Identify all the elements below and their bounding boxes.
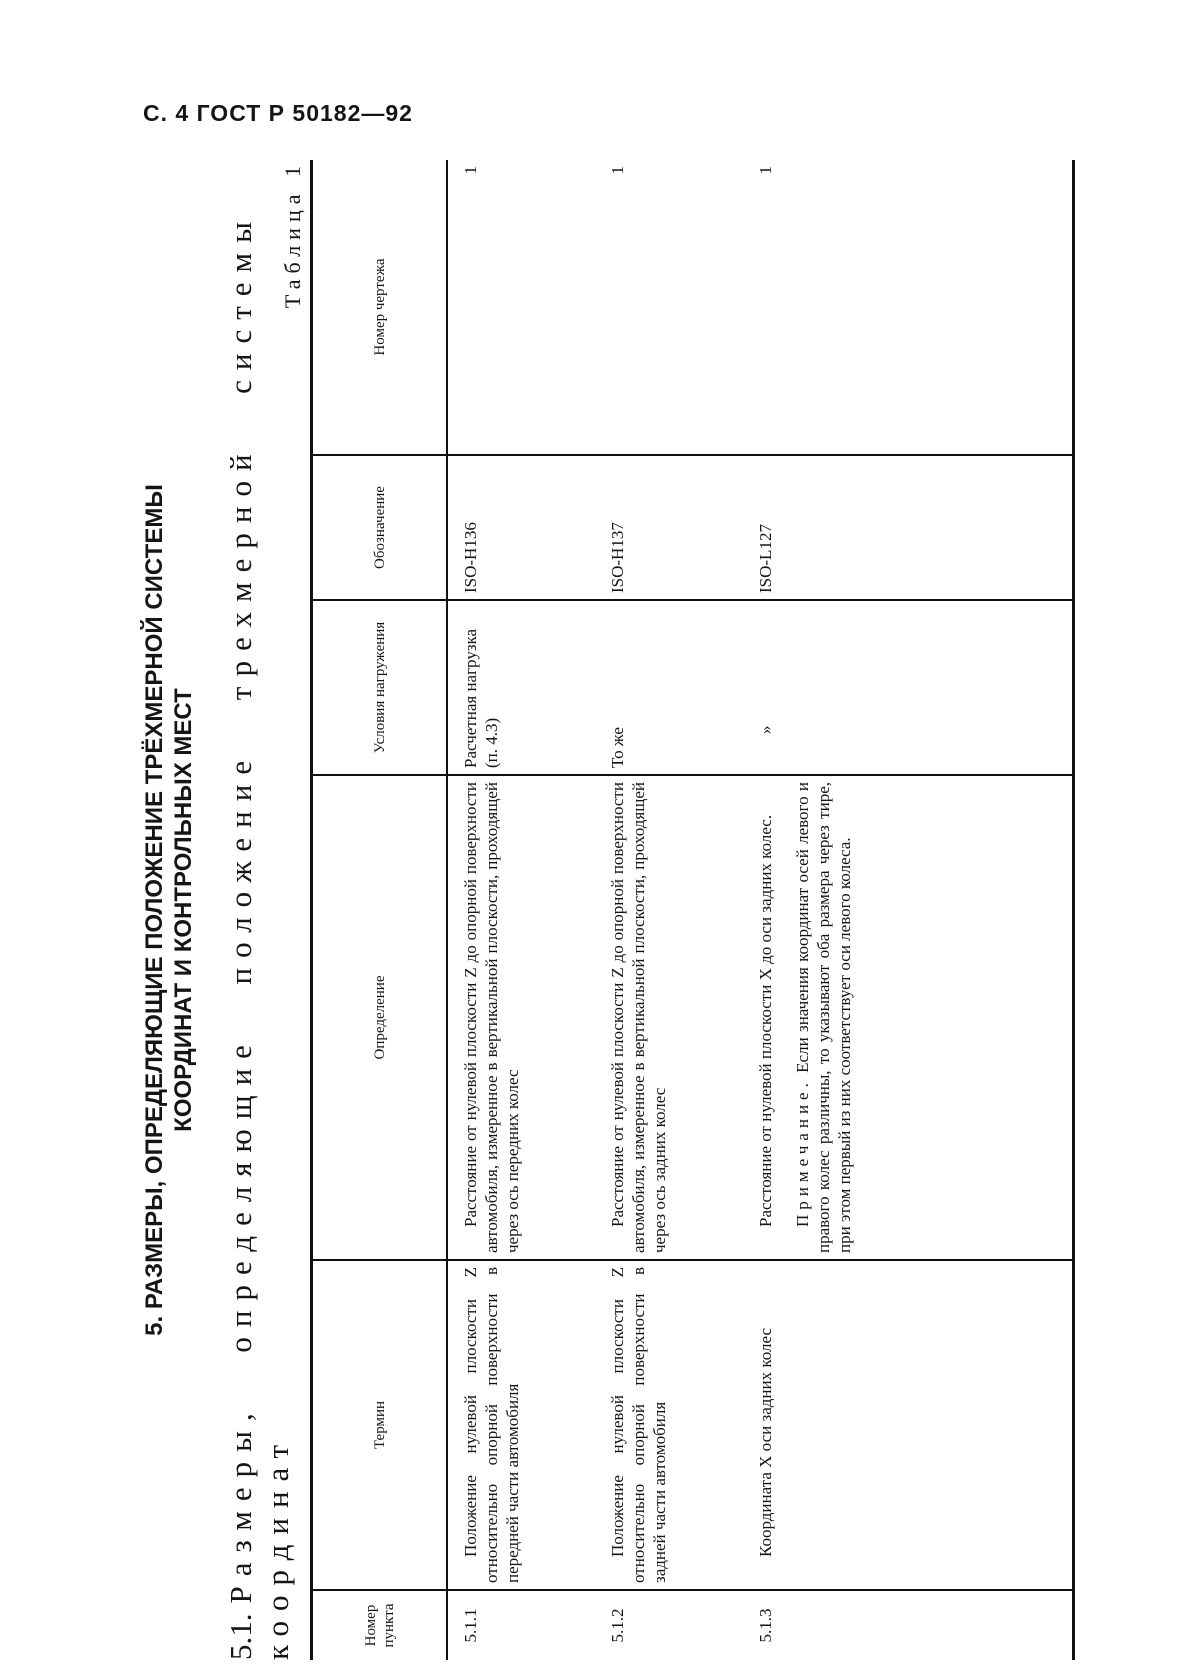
table-row bbox=[447, 160, 595, 1660]
row-definition: Расстояние от нулевой плоскости X до оси задних колес. bbox=[756, 814, 775, 1227]
row-figure: 1 bbox=[743, 160, 1073, 455]
section-title-line-1: 5. РАЗМЕРЫ, ОПРЕДЕЛЯЮЩИЕ ПОЛОЖЕНИЕ ТРЁХМЕРНОЙ СИСТЕМЫ bbox=[141, 484, 168, 1336]
header-term: Термин bbox=[312, 1260, 448, 1590]
rotated-content bbox=[140, 160, 1140, 1660]
row-code: ISO-L127 bbox=[743, 455, 1073, 600]
row-conditions: » bbox=[743, 600, 1073, 775]
header-conditions: Условия нагружения bbox=[312, 600, 448, 775]
section-title bbox=[140, 160, 198, 1660]
note-label: Примечание. bbox=[793, 1078, 812, 1227]
definitions-table bbox=[310, 160, 1075, 1660]
row-figure: 1 bbox=[447, 160, 595, 455]
row-note bbox=[792, 782, 855, 1253]
row-code: ISO-H137 bbox=[595, 455, 743, 600]
header-figure: Номер чертежа bbox=[312, 160, 448, 455]
row-number: 5.1.3 bbox=[756, 1608, 775, 1643]
row-definition: Расстояние от нулевой плоскости Z до опорной поверхности автомобиля, измеренное в вертикальной плоскости, проходящей через ось передних колес bbox=[447, 775, 595, 1260]
header-code: Обозначение bbox=[312, 455, 448, 600]
row-definition: Расстояние от нулевой плоскости Z до опорной поверхности автомобиля, измеренное в вертикальной плоскости, проходящей через ось задних колес bbox=[595, 775, 743, 1260]
table-caption: Таблица 1 bbox=[280, 160, 305, 309]
row-number: 5.1.2 bbox=[608, 1608, 627, 1643]
row-conditions: Расчетная нагрузка (п. 4.3) bbox=[447, 600, 595, 775]
row-term: Координата X оси задних колес bbox=[743, 1260, 1073, 1590]
row-term: Положение нулевой плоскости Z относительно опорной поверхности в задней части автомобиля bbox=[595, 1260, 743, 1590]
table-header-row bbox=[312, 160, 448, 1660]
header-num: Номер пункта bbox=[312, 1590, 448, 1660]
subsection-title: Размеры, определяющие положение трехмерной системы координат bbox=[223, 212, 295, 1660]
row-term: Положение нулевой плоскости Z относительно опорной поверхности в передней части автомобиля bbox=[447, 1260, 595, 1590]
row-figure: 1 bbox=[595, 160, 743, 455]
row-conditions: То же bbox=[595, 600, 743, 775]
note-text: Если значения координат осей левого и правого колес различны, то указывают оба размера через тире, при этом первый из них соответствует оси левого колеса. bbox=[793, 781, 854, 1253]
row-number: 5.1.1 bbox=[461, 1608, 480, 1643]
page-header: С. 4 ГОСТ Р 50182—92 bbox=[143, 100, 413, 126]
header-definition: Определение bbox=[312, 775, 448, 1260]
table-row bbox=[595, 160, 743, 1660]
row-definition-cell bbox=[743, 775, 1073, 1260]
section-title-line-2: КООРДИНАТ И КОНТРОЛЬНЫХ МЕСТ bbox=[170, 688, 197, 1132]
subsection-number: 5.1. bbox=[223, 1613, 258, 1660]
row-code: ISO-H136 bbox=[447, 455, 595, 600]
subsection-heading bbox=[222, 212, 296, 1660]
table-row bbox=[743, 160, 1073, 1660]
